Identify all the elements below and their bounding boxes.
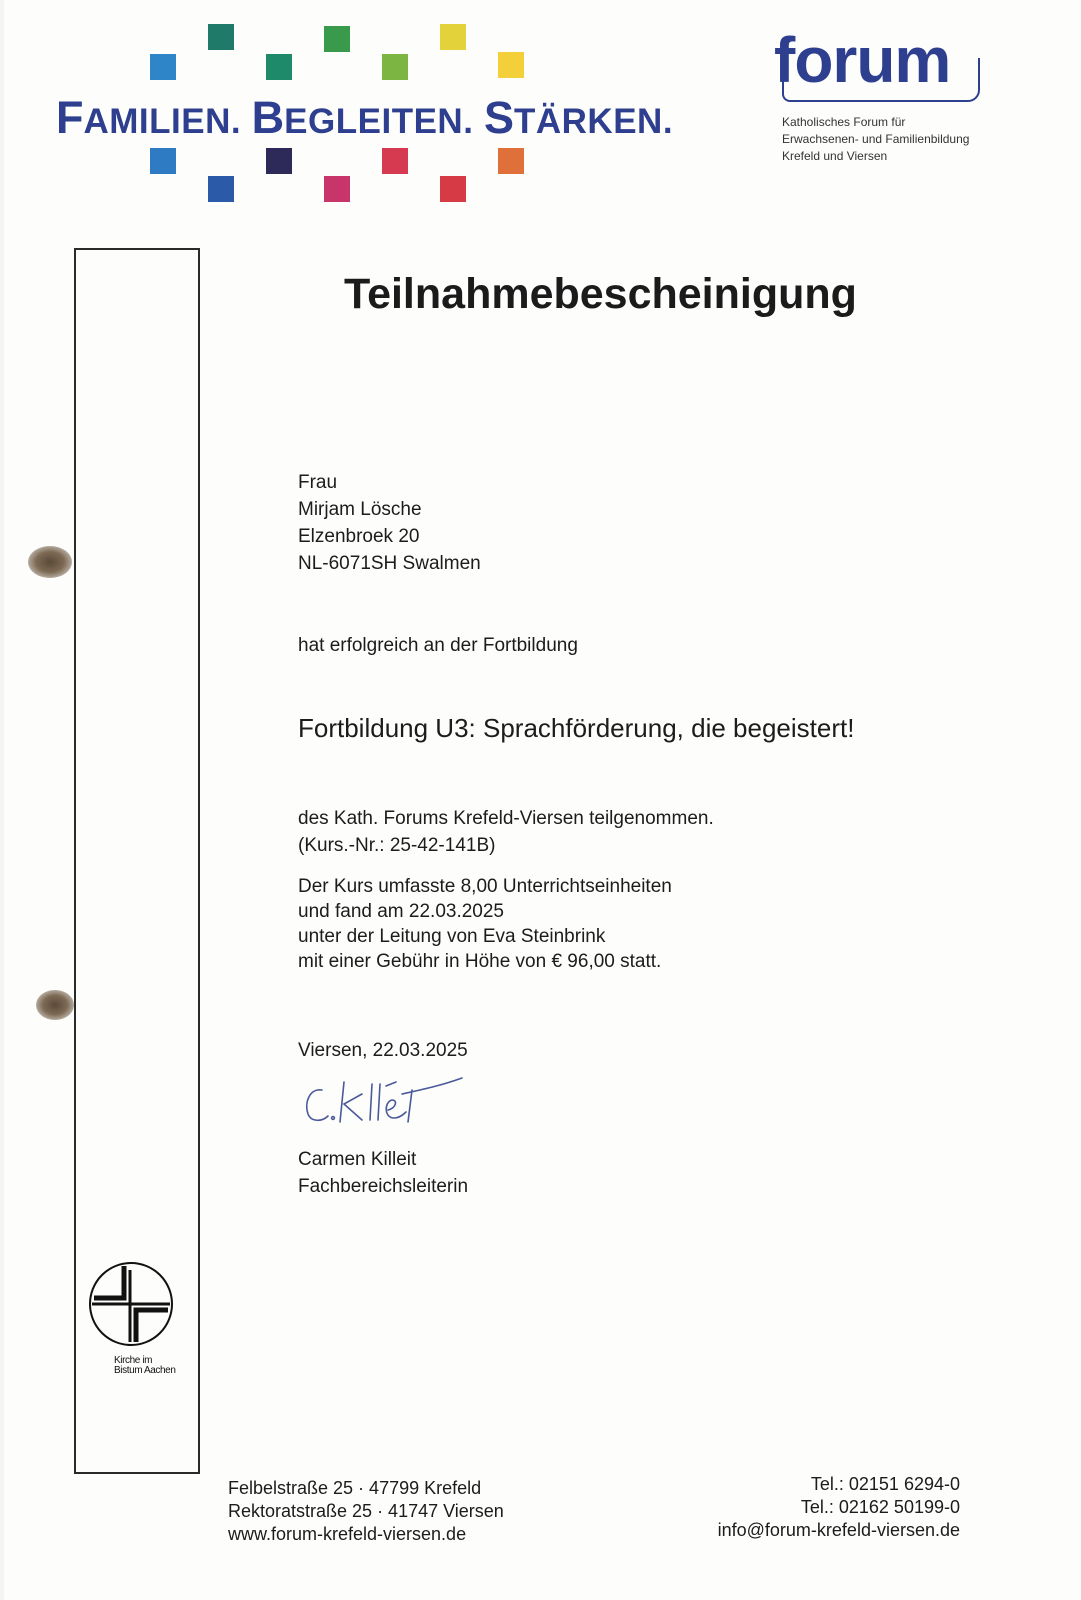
course-info: [298, 805, 714, 859]
recipient-salutation: Frau: [298, 472, 338, 493]
church-cross-icon: [86, 1258, 176, 1350]
forum-sub-line: Erwachsenen- und Familienbildung: [782, 132, 970, 146]
footer-contact: [684, 1473, 960, 1542]
color-square: [266, 54, 292, 80]
footer-address-viersen: Rektoratstraße 25 · 41747 Viersen: [228, 1501, 504, 1521]
place-date: Viersen, 22.03.2025: [298, 1040, 468, 1061]
forum-sub-line: Krefeld und Viersen: [782, 149, 888, 163]
course-number: (Kurs.-Nr.: 25-42-141B): [298, 835, 496, 856]
course-title: Fortbildung U3: Sprachförderung, die begeistert!: [298, 713, 855, 743]
color-square: [208, 176, 234, 202]
color-square: [498, 52, 524, 78]
course-date: und fand am 22.03.2025: [298, 901, 505, 922]
tagline-word: EGLEITEN.: [284, 102, 474, 141]
course-fee: mit einer Gebühr in Höhe von € 96,00 statt.: [298, 951, 662, 972]
tagline-letter: B: [251, 92, 285, 143]
punch-hole: [28, 546, 72, 578]
forum-logo-word: forum: [774, 24, 951, 96]
church-logo-caption: [114, 1356, 176, 1376]
certificate-page: [4, 0, 1081, 1600]
footer-email: info@forum-krefeld-viersen.de: [717, 1520, 960, 1540]
tagline-letter: S: [483, 92, 514, 143]
church-caption-line: Bistum Aachen: [114, 1365, 176, 1376]
course-units: Der Kurs umfasste 8,00 Unterrichtseinheiten: [298, 876, 672, 897]
color-square: [498, 148, 524, 174]
color-square: [440, 176, 466, 202]
tagline-logo: [56, 92, 673, 144]
tagline-word: TÄRKEN.: [514, 102, 674, 141]
course-details: [298, 874, 672, 974]
recipient-address: [298, 469, 481, 577]
recipient-name: Mirjam Lösche: [298, 499, 422, 520]
forum-sub-line: Katholisches Forum für: [782, 115, 906, 129]
color-square: [150, 54, 176, 80]
signer-role: Fachbereichsleiterin: [298, 1176, 469, 1197]
tagline-letter: F: [56, 92, 84, 143]
color-square: [324, 176, 350, 202]
footer-address-krefeld: Felbelstraße 25 · 47799 Krefeld: [228, 1478, 482, 1498]
color-square: [324, 26, 350, 52]
church-caption-line: Kirche im: [114, 1355, 153, 1366]
recipient-city: NL-6071SH Swalmen: [298, 553, 481, 574]
forum-logo-subtitle: [782, 114, 1022, 165]
color-square: [440, 24, 466, 50]
color-square: [382, 54, 408, 80]
footer-website: www.forum-krefeld-viersen.de: [228, 1524, 467, 1544]
recipient-street: Elzenbroek 20: [298, 526, 420, 547]
color-square: [208, 24, 234, 50]
organizer-line: des Kath. Forums Krefeld-Viersen teilgenommen.: [298, 808, 714, 829]
handwritten-signature: [300, 1072, 470, 1132]
punch-hole: [36, 990, 74, 1020]
document-title: Teilnahmebescheinigung: [344, 270, 857, 318]
footer-phone-viersen: Tel.: 02162 50199-0: [800, 1497, 960, 1517]
course-leader: unter der Leitung von Eva Steinbrink: [298, 926, 606, 947]
signer-name: Carmen Killeit: [298, 1149, 417, 1170]
footer-addresses: [228, 1477, 504, 1546]
intro-text: hat erfolgreich an der Fortbildung: [298, 635, 578, 656]
color-square: [266, 148, 292, 174]
color-square: [382, 148, 408, 174]
color-square: [150, 148, 176, 174]
footer-phone-krefeld: Tel.: 02151 6294-0: [810, 1474, 960, 1494]
tagline-word: AMILIEN.: [83, 102, 242, 141]
signer-block: [298, 1146, 468, 1200]
